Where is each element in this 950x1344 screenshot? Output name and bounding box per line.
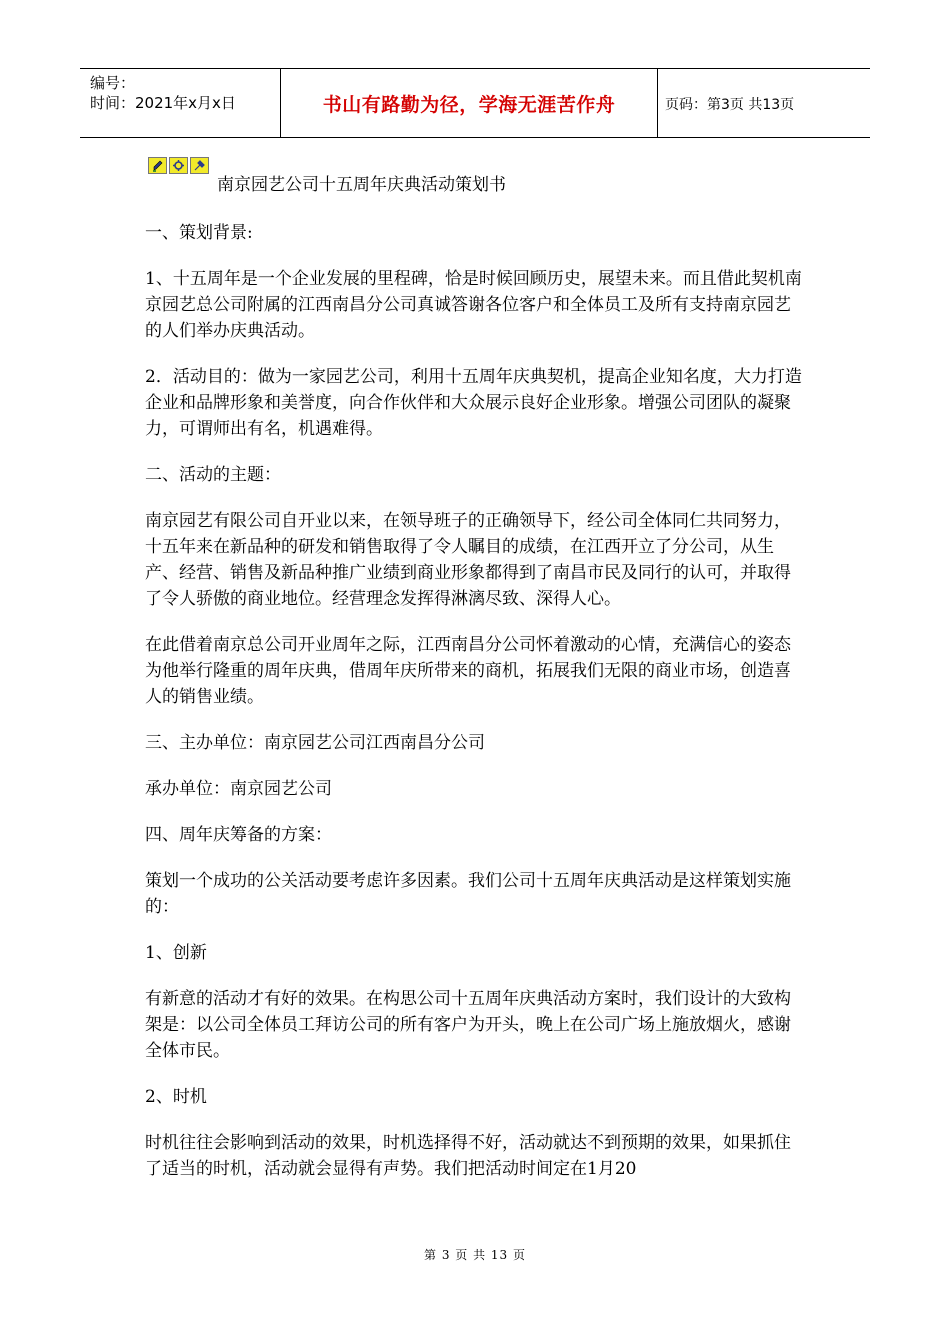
page-footer: 第 3 页 共 13 页 [424,1248,526,1262]
page-header [80,68,870,138]
paragraph: 2．活动目的：做为一家园艺公司，利用十五周年庆典契机，提高企业知名度，大力打造企业和品牌形象和美誉度，向合作伙伴和大众展示良好企业形象。增强公司团队的凝聚力，可谓师出有名，机遇难得。 [145,367,802,439]
paragraph: 1、创新 [145,943,207,963]
paragraph: 有新意的活动才有好的效果。在构思公司十五周年庆典活动方案时，我们设计的大致构架是：以公司全体员工拜访公司的所有客户为开头，晚上在公司广场上施放烟火，感谢全体市民。 [145,989,791,1061]
paragraph: 二、活动的主题： [145,465,281,485]
header-page-label: 页码：第3页 共13页 [665,97,795,113]
paragraph: 策划一个成功的公关活动要考虑许多因素。我们公司十五周年庆典活动是这样策划实施的： [145,871,791,917]
paragraph: 在此借着南京总公司开业周年之际，江西南昌分公司怀着激动的心情，充满信心的姿态为他举行隆重的周年庆典，借周年庆所带来的商机，拓展我们无限的商业市场，创造喜人的销售业绩。 [145,635,791,707]
paragraph: 1、十五周年是一个企业发展的里程碑，恰是时候回顾历史，展望未来。而且借此契机南京园艺总公司附属的江西南昌分公司真诚答谢各位客户和全体员工及所有支持南京园艺的人们举办庆典活动。 [145,269,802,341]
paragraph: 一、策划背景: [145,223,253,243]
paragraph: 时机往往会影响到活动的效果，时机选择得不好，活动就达不到预期的效果，如果抓住了适当的时机，活动就会显得有声势。我们把活动时间定在1月20 [145,1133,791,1179]
time-label: 时间：2021年x月x日 [90,94,236,112]
paragraph: 2、时机 [145,1087,207,1107]
paragraph: 四、周年庆筹备的方案： [145,825,332,845]
header-motto: 书山有路勤为径，学海无涯苦作舟 [280,69,658,137]
paragraph: 三、主办单位：南京园艺公司江西南昌分公司 [145,733,485,753]
header-meta [90,73,236,113]
document-body [145,172,805,1202]
paragraph: 承办单位：南京园艺公司 [145,779,332,799]
paragraph: 南京园艺有限公司自开业以来，在领导班子的正确领导下，经公司全体同仁共同努力，十五年来在新品种的研发和销售取得了令人瞩目的成绩，在江西开立了分公司，从生产、经营、销售及新品种推广业绩到商业形象都得到了南昌市民及同行的认可，并取得了令人骄傲的商业地位。经营理念发挥得淋漓尽致、深得人心。 [145,511,791,609]
number-label: 编号： [90,74,136,92]
document-title: 南京园艺公司十五周年庆典活动策划书 [217,175,506,195]
